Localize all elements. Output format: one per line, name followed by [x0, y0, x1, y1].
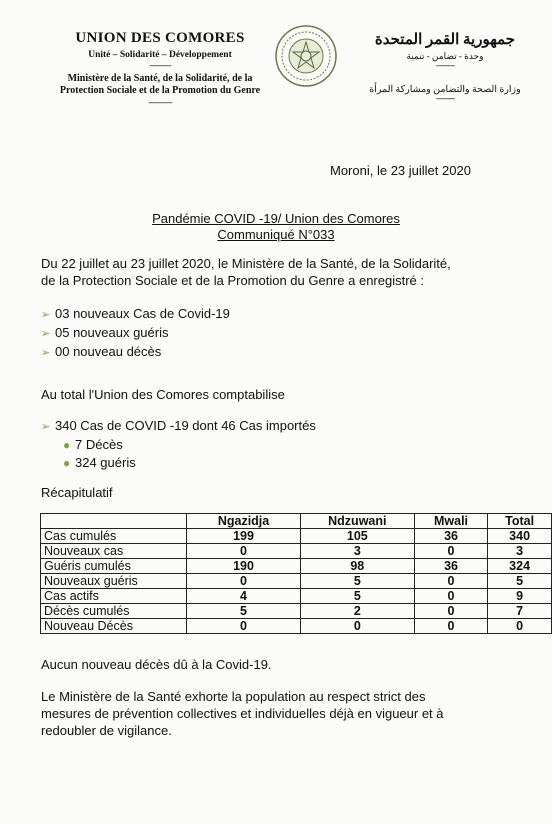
total-intro: Au total l'Union des Comores comptabilise: [41, 387, 285, 402]
list-item: ● 324 guéris: [63, 455, 136, 470]
table-cell: 324: [488, 559, 552, 574]
arrow-bullet-icon: ➢: [41, 347, 51, 359]
motto-arabic: وحدة - تضامن - تنمية: [406, 51, 484, 61]
table-cell: 105: [300, 529, 414, 544]
ministry-name-arabic: وزارة الصحة والتضامن ومشاركة المرأة: [369, 85, 521, 95]
separator: -----------: [435, 94, 455, 103]
table-cell: 2: [300, 604, 414, 619]
table-row: [41, 604, 552, 619]
list-item: ➢ 03 nouveaux Cas de Covid-19: [41, 305, 230, 324]
table-cell: 0: [414, 544, 487, 559]
row-label: Cas cumulés: [41, 529, 187, 544]
table-header-row: [41, 514, 552, 529]
table-cell: 98: [300, 559, 414, 574]
table-cell: 5: [187, 604, 301, 619]
table-header: Total: [488, 514, 552, 529]
ministry-name-line1: Ministère de la Santé, de la Solidarité, de la: [67, 73, 253, 84]
table-header: Ndzuwani: [300, 514, 414, 529]
intro-line-1: Du 22 juillet au 23 juillet 2020, le Ministère de la Santé, de la Solidarité,: [41, 256, 451, 271]
intro-line-2: de la Protection Sociale et de la Promotion du Genre a enregistré :: [41, 273, 424, 288]
list-item: ● 7 Décès: [63, 437, 123, 452]
table-cell: 5: [300, 574, 414, 589]
table-row: [41, 559, 552, 574]
table-header: Mwali: [414, 514, 487, 529]
table-cell: 36: [414, 529, 487, 544]
closing-line-2: mesures de prévention collectives et individuelles déjà en vigueur et à: [41, 706, 444, 721]
row-label: Décès cumulés: [41, 604, 187, 619]
dot-bullet-icon: ●: [63, 438, 71, 452]
closing-line-3: redoubler de vigilance.: [41, 723, 172, 738]
arrow-bullet-icon: ➢: [41, 421, 51, 433]
recap-label: Récapitulatif: [41, 485, 113, 500]
table-cell: 0: [187, 619, 301, 634]
place-date: Moroni, le 23 juillet 2020: [330, 163, 471, 178]
table-cell: 36: [414, 559, 487, 574]
table-cell: 0: [414, 604, 487, 619]
table-cell: 0: [187, 544, 301, 559]
table-cell: 9: [488, 589, 552, 604]
table-cell: 0: [414, 589, 487, 604]
header-right: [365, 30, 525, 103]
national-motto: Unité – Solidarité – Développement: [88, 50, 232, 60]
separator: --------------: [148, 98, 172, 107]
new-items-list: [41, 305, 230, 362]
table-header: [41, 514, 187, 529]
recap-table: [40, 513, 552, 634]
row-label: Nouveaux guéris: [41, 574, 187, 589]
table-row: [41, 529, 552, 544]
ministry-name-line2: Protection Sociale et de la Promotion du Genre: [59, 85, 261, 96]
table-cell: 3: [300, 544, 414, 559]
row-label: Nouveaux cas: [41, 544, 187, 559]
table-cell: 5: [488, 574, 552, 589]
header-left: [30, 30, 290, 107]
communique-number: Communiqué N°033: [217, 227, 335, 242]
country-name-arabic: جمهورية القمر المتحدة: [374, 32, 516, 48]
row-label: Guéris cumulés: [41, 559, 187, 574]
table-cell: 4: [187, 589, 301, 604]
row-label: Cas actifs: [41, 589, 187, 604]
table-cell: 0: [300, 619, 414, 634]
country-name: UNION DES COMORES: [75, 30, 245, 46]
communique-title: Pandémie COVID -19/ Union des Comores: [152, 211, 400, 226]
table-row: [41, 619, 552, 634]
table-header: Ngazidja: [187, 514, 301, 529]
total-list: [41, 417, 316, 472]
table-row: [41, 544, 552, 559]
table-cell: 0: [187, 574, 301, 589]
table-row: [41, 589, 552, 604]
closing-line-1: Le Ministère de la Santé exhorte la population au respect strict des: [41, 689, 426, 704]
arrow-bullet-icon: ➢: [41, 328, 51, 340]
arrow-bullet-icon: ➢: [41, 309, 51, 321]
table-cell: 190: [187, 559, 301, 574]
separator: -------------: [149, 61, 171, 70]
national-seal-icon: [274, 24, 338, 88]
list-item: ➢ 340 Cas de COVID -19 dont 46 Cas importés: [41, 417, 316, 436]
table-cell: 0: [414, 619, 487, 634]
table-cell: 199: [187, 529, 301, 544]
table-cell: 7: [488, 604, 552, 619]
no-death-note: Aucun nouveau décès dû à la Covid-19.: [41, 657, 272, 672]
table-cell: 0: [488, 619, 552, 634]
table-cell: 3: [488, 544, 552, 559]
separator: -----------: [435, 61, 455, 70]
row-label: Nouveau Décès: [41, 619, 187, 634]
list-item: ➢ 05 nouveaux guéris: [41, 324, 230, 343]
table-cell: 5: [300, 589, 414, 604]
table-cell: 340: [488, 529, 552, 544]
list-item: ➢ 00 nouveau décès: [41, 343, 230, 362]
table-row: [41, 574, 552, 589]
dot-bullet-icon: ●: [63, 456, 71, 470]
table-cell: 0: [414, 574, 487, 589]
